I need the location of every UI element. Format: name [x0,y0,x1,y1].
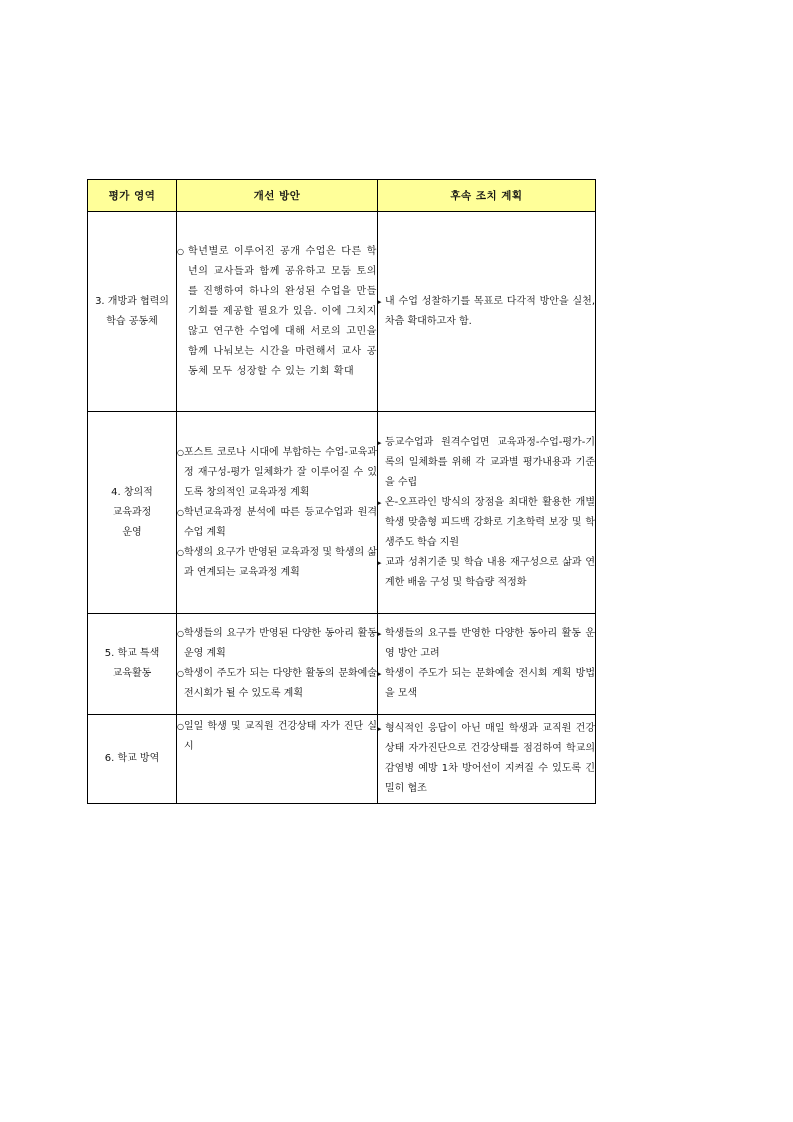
triangle-bullet-icon: ▸ [378,438,382,447]
improvement-cell [177,412,378,614]
triangle-bullet-icon: ▸ [378,670,382,678]
list-item [378,433,595,493]
item-text: 학생의 요구가 반영된 교육과정 및 학생의 삶과 연계되는 교육과정 계획 [184,546,377,578]
evaluation-area-cell [88,212,177,412]
followup-cell [378,212,596,412]
list-item [177,543,377,583]
area-line: 3. 개방과 협력의 [95,295,169,307]
list-item [177,503,377,543]
list-item [378,624,595,664]
header-followup-plan: 후속 조치 계획 [378,180,596,212]
circle-bullet-icon: ○ [177,507,184,517]
list-item [177,443,377,503]
header-row [88,180,596,212]
area-line: 6. 학교 방역 [104,753,160,764]
circle-bullet-icon: ○ [177,547,184,557]
triangle-bullet-icon: ▸ [378,558,382,567]
item-text: 학생이 주도가 되는 다양한 활동의 문화예술 전시회가 될 수 있도록 계획 [184,668,377,699]
area-line: 운영 [122,526,142,538]
evaluation-table [87,179,596,804]
list-item [177,242,377,382]
area-line: 교육활동 [112,668,152,679]
header-improvement-plan: 개선 방안 [177,180,378,212]
followup-cell [378,715,596,804]
item-text: 학년별로 이루어진 공개 수업은 다른 학년의 교사들과 함께 공유하고 모둠 토의를 진행하여 하나의 완성된 수업을 만들 기회를 제공할 필요가 있음. 이에 그치지 않고 연구한 수업에 대해 서로의 고민을 함께 나눠보는 시간을 마련해서 교사 공동체 모두 성장할 수 있는 기회 확대 [188,245,377,377]
list-item [177,624,377,664]
item-text: 형식적인 응답이 아닌 매일 학생과 교직원 건강상태 자가진단으로 건강상태를 점검하여 학교의 감염병 예방 1차 방어선이 지켜질 수 있도록 긴밀히 협조 [385,723,595,794]
table-row [88,614,596,715]
item-text: 학년교육과정 분석에 따른 등교수업과 원격수업 계획 [184,506,377,538]
triangle-bullet-icon: ▸ [378,630,382,638]
triangle-bullet-icon: ▸ [378,498,382,507]
followup-cell [378,614,596,715]
item-text: 학생들의 요구를 반영한 다양한 동아리 활동 운영 방안 고려 [385,628,595,659]
item-text: 내 수업 성찰하기를 목표로 다각적 방안을 실천, 차츰 확대하고자 함. [385,295,595,327]
table-row [88,412,596,614]
item-text: 교과 성취기준 및 학습 내용 재구성으로 삶과 연계한 배움 구성 및 학습량 적정화 [385,556,595,588]
item-text: 등교수업과 원격수업면 교육과정-수업-평가-기록의 일체화를 위해 각 교과별 평가내용과 기준을 수립 [385,436,595,488]
circle-bullet-icon: ○ [177,447,184,457]
area-line: 5. 학교 특색 [104,648,160,659]
table-row [88,715,596,804]
followup-cell [378,412,596,614]
item-text: 학생이 주도가 되는 문화예술 전시회 계획 방법을 모색 [385,668,595,699]
list-item [378,664,595,704]
circle-bullet-icon: ○ [177,722,184,731]
item-text: 포스트 코로나 시대에 부합하는 수업-교육과정 재구성-평가 일체화가 잘 이루어질 수 있도록 창의적인 교육과정 계획 [184,446,377,498]
triangle-bullet-icon: ▸ [378,297,382,306]
item-text: 학생들의 요구가 반영된 다양한 동아리 활동 운영 계획 [184,628,377,659]
table-row [88,212,596,412]
circle-bullet-icon: ○ [177,246,185,256]
evaluation-area-cell [88,715,177,804]
area-line: 4. 창의적 [111,486,153,498]
list-item [378,493,595,553]
triangle-bullet-icon: ▸ [378,725,382,733]
circle-bullet-icon: ○ [177,669,184,678]
list-item [177,717,377,757]
list-item [378,292,595,332]
circle-bullet-icon: ○ [177,629,184,638]
header-evaluation-area: 평가 영역 [88,180,177,212]
list-item [177,664,377,704]
improvement-cell [177,715,378,804]
item-text: 일일 학생 및 교직원 건강상태 자가 진단 실시 [184,721,377,752]
list-item [378,553,595,593]
evaluation-area-cell [88,614,177,715]
improvement-cell [177,212,378,412]
item-text: 온-오프라인 방식의 장점을 최대한 활용한 개별 학생 맞춤형 피드백 강화로 기초학력 보장 및 학생주도 학습 지원 [385,496,595,548]
area-line: 학습 공동체 [106,315,158,327]
area-line: 교육과정 [112,506,152,518]
improvement-cell [177,614,378,715]
evaluation-area-cell [88,412,177,614]
list-item [378,719,595,799]
